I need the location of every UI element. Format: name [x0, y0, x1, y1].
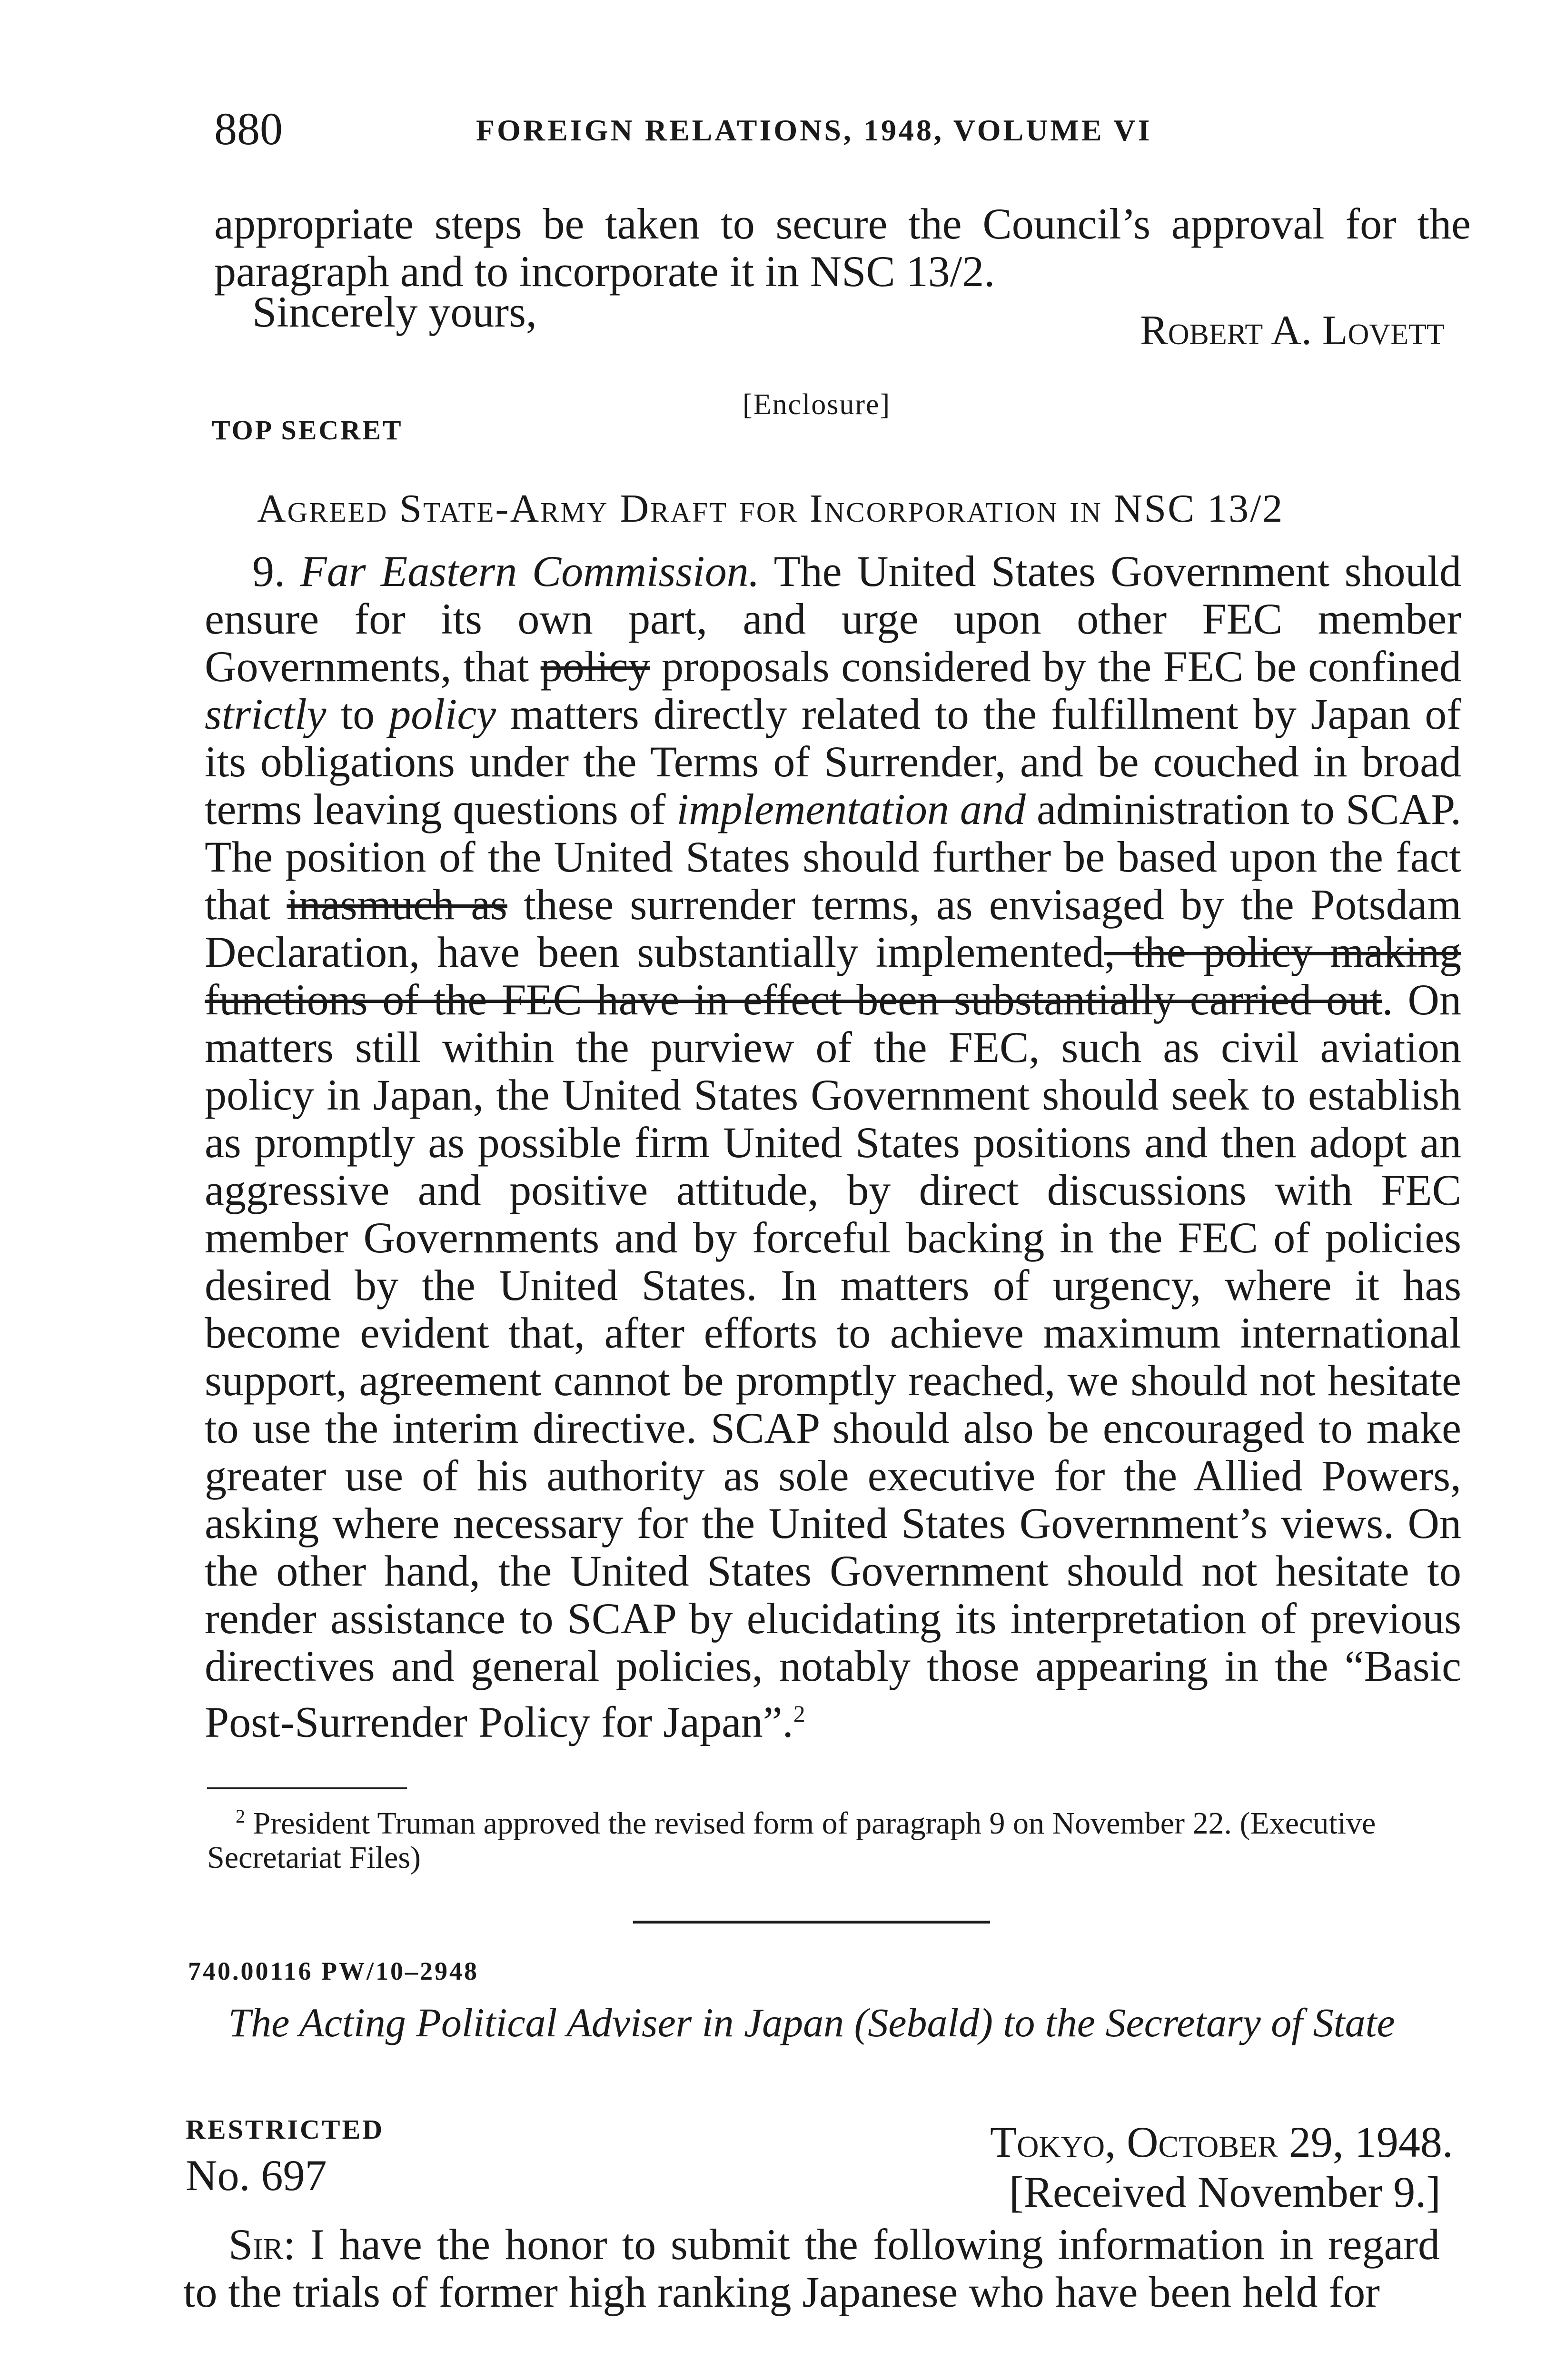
continuation-paragraph: appropriate steps be taken to secure the Council’s approval for the paragraph and to incorporate it in NSC 13/2. — [214, 199, 1471, 296]
letter-body — [183, 2221, 1440, 2316]
salutation: Sir: — [228, 2220, 296, 2269]
struck-text-1: policy — [540, 642, 650, 691]
top-secret-classification: TOP SECRET — [212, 415, 403, 446]
struck-text-2: inasmuch as — [287, 880, 507, 929]
page-number: 880 — [214, 103, 283, 154]
paragraph-heading: Far Eastern Commission. — [300, 547, 760, 595]
paragraph-text-3: to — [340, 690, 375, 738]
running-head: FOREIGN RELATIONS, 1948, VOLUME VI — [476, 113, 1152, 147]
signature: Robert A. Lovett — [1140, 307, 1445, 354]
letter-body-text: I have the honor to submit the following information in regard to the trials of former high ranking Japanese who have been held for — [183, 2220, 1440, 2316]
paragraph-text-1: The United States Government should ensure for its own part, and urge upon other FEC member Governments, that — [205, 547, 1462, 691]
document-title: The Acting Political Adviser in Japan (Sebald) to the Secretary of State — [228, 2000, 1395, 2045]
enclosure-title: Agreed State-Army Draft for Incorporation in NSC 13/2 — [257, 486, 1284, 531]
footnote — [207, 1799, 1449, 1875]
struck-text-3: , the policy making functions of the FEC have in effect been substantially carried out — [205, 928, 1461, 1024]
received-date: [Received November 9.] — [1009, 2168, 1441, 2216]
italic-text-3: implementation and — [676, 785, 1026, 833]
page-header — [214, 102, 1233, 159]
footnote-rule — [207, 1787, 407, 1789]
paragraph-9 — [205, 547, 1461, 1746]
paragraph-text-7: . On matters still within the purview of the FEC, such as civil aviation policy in Japan, the United States Government should seek to establish as promptly as possible firm United States positions and then adopt an aggressive and positive attitude, by direct discussions with FEC member Governments and by forceful backing in the FEC of policies desired by the United States. In matters of urgency, where it has become evident that, after efforts to achieve maximum international support, agreement cannot be promptly reached, we should not hesitate to use the interim directive. SCAP should also be encouraged to make greater use of his authority as sole executive for the Allied Powers, asking where necessary for the United States Government’s views. On the other hand, the United States Government should not hesitate to render assistance to SCAP by elucidating its interpretation of previous directives and general policies, notably those appearing in the “Basic Post-Surrender Policy for Japan”. — [205, 975, 1461, 1746]
paragraph-text-5: administration to SCAP. The position of the United States should further be based upon the fact that — [205, 785, 1462, 929]
place-and-date: Tokyo, October 29, 1948. — [990, 2118, 1453, 2166]
file-number: 740.00116 PW/10–2948 — [188, 1957, 479, 1985]
closing-line: Sincerely yours, — [252, 288, 537, 336]
restricted-classification: RESTRICTED — [186, 2114, 385, 2145]
italic-text-1: strictly — [205, 690, 327, 738]
footnote-marker: 2 — [236, 1805, 245, 1827]
footnote-reference: 2 — [793, 1700, 805, 1727]
paragraph-text-2: proposals considered by the FEC be confined — [662, 642, 1462, 691]
dispatch-number: No. 697 — [186, 2151, 327, 2200]
footnote-text: President Truman approved the revised form of paragraph 9 on November 22. (Executive Secretariat Files) — [207, 1806, 1376, 1875]
paragraph-number: 9. — [252, 547, 285, 595]
enclosure-label: [Enclosure] — [743, 388, 891, 421]
paragraph-text-6: these surrender terms, as envisaged by the Potsdam Declaration, have been substantially implemented — [205, 880, 1462, 976]
italic-text-2: policy — [389, 690, 496, 738]
paragraph-text-4: matters directly related to the fulfillment by Japan of its obligations under the Terms of Surrender, and be couched in broad terms leaving questions of — [205, 690, 1462, 833]
section-divider — [633, 1921, 990, 1924]
